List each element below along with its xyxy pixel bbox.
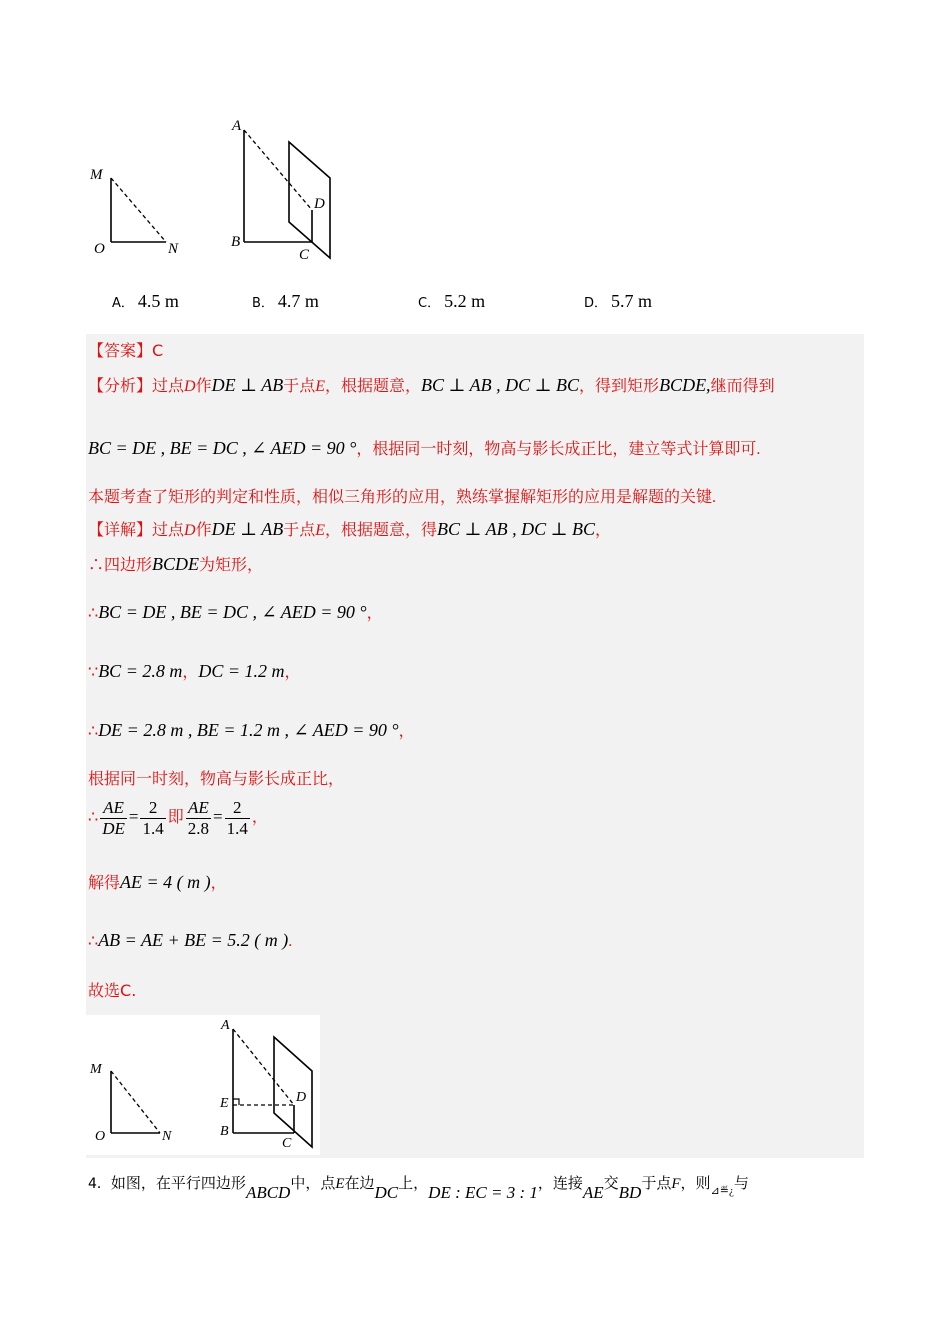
math: D [184, 522, 196, 539]
text: 即 [167, 809, 184, 827]
math: AB = AE + BE = 5.2 ( m ) [98, 930, 289, 950]
numerator: 2 [225, 798, 250, 819]
text: ，连接 [537, 1176, 583, 1192]
segment-AD-dashed [244, 130, 312, 210]
text: 交 [603, 1176, 619, 1192]
detail-label: 【详解】 [88, 522, 153, 539]
option-value: 4.5 m [137, 291, 179, 311]
text: 于点 [641, 1176, 672, 1192]
text: 作 [195, 378, 212, 395]
text: ，根据题意，得 [325, 522, 438, 539]
numerator: AE [100, 798, 127, 819]
text: ∴ [88, 809, 99, 827]
segment-MN-dashed [111, 178, 166, 242]
text: . [288, 933, 293, 950]
text: 中，点 [290, 1176, 336, 1192]
answer-label: 【答案】 [88, 343, 153, 360]
answer-value: C [152, 341, 164, 360]
fraction [140, 798, 165, 839]
label-E: E [220, 1096, 229, 1111]
text: 故选 [88, 983, 121, 1000]
text: ， [210, 875, 227, 892]
text: ， [366, 605, 383, 622]
top-figure [86, 112, 346, 272]
analysis-line-1 [88, 373, 775, 396]
text: 于点 [283, 378, 316, 395]
text: ， [182, 664, 199, 681]
label-C: C [282, 1136, 292, 1151]
numerator: 2 [140, 798, 165, 819]
bottom-figure [86, 1015, 320, 1155]
text: C. [120, 981, 137, 1000]
math: ABCD [245, 1183, 291, 1202]
math: AE [582, 1183, 604, 1202]
math: BCDE, [659, 375, 711, 395]
text: ∴四边形 [88, 557, 153, 574]
math: BC = DE , BE = DC , ∠ AED = 90 ° [88, 438, 357, 458]
label-M: M [90, 167, 103, 183]
text: 解得 [88, 875, 121, 892]
analysis-label: 【分析】 [88, 378, 153, 395]
denominator: 1.4 [142, 819, 164, 838]
label-N: N [162, 1129, 172, 1144]
text: 于点 [283, 522, 316, 539]
answer-line [88, 338, 163, 361]
text: ∵ [88, 664, 99, 681]
fraction [186, 798, 211, 839]
math: AE = 4 ( m ) [120, 872, 211, 892]
text: ， [595, 522, 612, 539]
option-value: 5.7 m [611, 291, 653, 311]
option-c[interactable] [418, 291, 485, 312]
detail-line-7 [88, 798, 268, 839]
text: 如图，在平行四边形 [110, 1176, 246, 1192]
option-a[interactable] [112, 291, 179, 312]
math: DC = 1.2 m [198, 661, 285, 681]
option-letter: D． [584, 296, 608, 311]
option-value: 5.2 m [444, 291, 486, 311]
label-D: D [296, 1090, 307, 1105]
text: 在边 [344, 1176, 375, 1192]
text: 与 [733, 1176, 749, 1192]
text: ， [251, 809, 268, 827]
text: ，根据同一时刻，物高与影长成正比，建立等式计算即可. [356, 441, 761, 458]
detail-line-6: 根据同一时刻，物高与影长成正比， [88, 771, 345, 788]
text: ∴ [88, 933, 99, 950]
math: = [212, 807, 223, 827]
label-N: N [168, 241, 179, 257]
detail-line-9 [88, 930, 292, 951]
fraction [100, 798, 127, 839]
option-letter: C． [418, 296, 441, 311]
label-A: A [221, 1018, 230, 1033]
analysis-line-2 [88, 436, 760, 459]
label-O: O [94, 241, 105, 257]
math: E [335, 1176, 345, 1192]
option-letter: A． [112, 296, 134, 311]
text: ∴ [88, 723, 99, 740]
text: 为矩形， [199, 557, 264, 574]
text: ，根据题意， [325, 378, 422, 395]
math: BC ⊥ AB , DC ⊥ BC [421, 375, 580, 395]
label-B: B [220, 1124, 229, 1139]
math: BC = DE , BE = DC , ∠ AED = 90 ° [98, 602, 367, 622]
detail-line-8 [88, 870, 227, 893]
detail-line-1 [88, 517, 611, 540]
text: 过点 [152, 522, 185, 539]
math: F [671, 1176, 681, 1192]
text: ， [398, 723, 415, 740]
label-M: M [90, 1062, 102, 1077]
math: E [315, 522, 325, 539]
detail-line-3 [88, 600, 383, 623]
text: ∴ [88, 605, 99, 622]
denominator: DE [102, 819, 125, 838]
label-C: C [299, 247, 310, 263]
detail-line-4 [88, 659, 301, 682]
denominator: 1.4 [226, 819, 248, 838]
label-A: A [232, 118, 242, 134]
text: ，得到矩形 [579, 378, 660, 395]
text: ，则 [680, 1176, 711, 1192]
detail-line-5 [88, 718, 415, 741]
detail-line-2 [88, 552, 263, 575]
text: 继而得到 [710, 378, 775, 395]
math: D [184, 378, 196, 395]
math: ⊿≝¿ [710, 1185, 734, 1197]
label-B: B [231, 234, 241, 250]
analysis-line-3: 本题考查了矩形的判定和性质，相似三角形的应用，熟练掌握解矩形的应用是解题的关键. [88, 489, 717, 506]
text: 过点 [152, 378, 185, 395]
detail-line-10 [88, 978, 136, 1001]
math: DE ⊥ AB [211, 519, 284, 539]
math: = [128, 807, 139, 827]
math: DE : EC = 3 : 1 [428, 1183, 538, 1202]
math: E [315, 378, 325, 395]
option-b[interactable] [252, 291, 319, 312]
question-4 [88, 1172, 749, 1202]
question-number: 4． [88, 1176, 111, 1192]
text: 上， [398, 1176, 429, 1192]
numerator: AE [186, 798, 211, 819]
option-value: 4.7 m [277, 291, 319, 311]
fraction [225, 798, 250, 839]
label-D: D [314, 196, 325, 212]
math: DE = 2.8 m , BE = 1.2 m , ∠ AED = 90 ° [98, 720, 399, 740]
text: 作 [195, 522, 212, 539]
option-d[interactable] [584, 291, 652, 312]
label-O: O [95, 1129, 106, 1144]
option-letter: B． [252, 296, 274, 311]
text: ， [284, 664, 301, 681]
math: DE ⊥ AB [211, 375, 284, 395]
denominator: 2.8 [187, 819, 209, 838]
math: BC = 2.8 m [98, 661, 183, 681]
math: BC ⊥ AB , DC ⊥ BC [437, 519, 596, 539]
math: DC [374, 1183, 399, 1202]
math: BCDE [152, 554, 200, 574]
math: BD [618, 1183, 642, 1202]
